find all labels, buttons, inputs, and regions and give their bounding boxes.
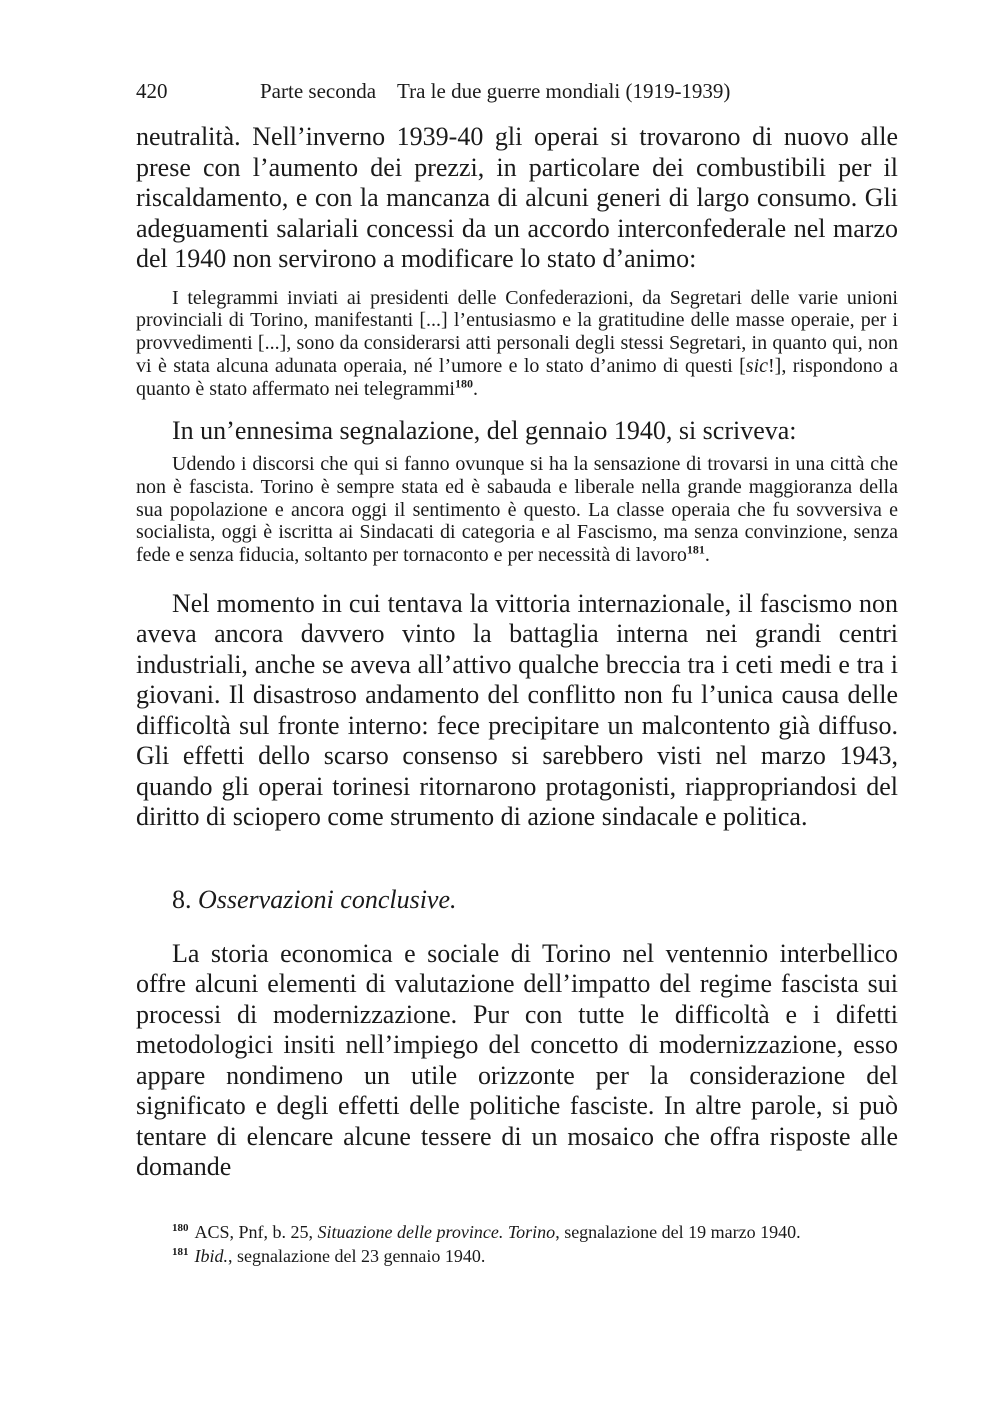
paragraph-3: Nel momento in cui tentava la vittoria internazionale, il fascismo non aveva ancora davvero vinto la battaglia interna nei grandi centri industriali, anche se aveva all’attivo qualche breccia tra i ceti medi e tra i giovani. Il disastroso andamento del conflitto non fu l’unica causa delle difficoltà sul fronte interno: fece precipitare un malcontento già diffuso. Gli effetti dello scarso consenso si sarebbero visti nel marzo 1943, quando gli operai torinesi ritornarono protagonisti, riappropriandosi del diritto di sciopero come strumento di azione sindacale e politica.: [136, 588, 898, 832]
quote-1-italic: sic: [745, 354, 769, 377]
section-number: 8.: [172, 884, 192, 914]
footnote-180: $^{180}$ ACS, Pnf, b. 25, Situazione delle province. Torino, segnalazione del 19 marzo 1940.: [172, 1222, 801, 1242]
paragraph-2: In un’ennesima segnalazione, del gennaio 1940, si scriveva:: [172, 416, 797, 446]
footnote-number: 181: [172, 1246, 189, 1258]
paragraph-4: La storia economica e sociale di Torino nel ventennio interbellico offre alcuni elementi di valutazione dell’impatto del regime fascista sui processi di modernizzazione. Pur con tutte le difficoltà e i difetti metodologici insiti nell’impiego del concetto di modernizzazione, esso appare nondimeno un utile orizzonte per la considerazione del significato e degli effetti delle politiche fasciste. In altre parole, si può tentare di elencare alcune tessere di un mosaico che offra risposte alle domande: [136, 938, 898, 1182]
running-title: Parte seconda Tra le due guerre mondiali (1919-1939): [260, 79, 731, 103]
footnote-number: 180: [172, 1222, 189, 1234]
section-heading: [136, 885, 898, 915]
section-title: Osservazioni conclusive.: [198, 884, 457, 914]
paragraph-1: neutralità. Nell’inverno 1939-40 gli operai si trovarono di nuovo alle prese con l’aumento dei prezzi, in particolare dei combustibili per il riscaldamento, e con la mancanza di alcuni generi di largo consumo. Gli adeguamenti salariali concessi da un accordo interconfederale nel marzo del 1940 non servirono a modificare lo stato d’animo:: [136, 122, 898, 273]
footnote-ref-180[interactable]: 180: [454, 376, 473, 391]
page-number: 420: [136, 79, 168, 103]
quote-2-text: Udendo i discorsi che qui si fanno ovunque si ha la sensazione di trovarsi in una città che non è fascista. Torino è sempre stata ed è sabauda e liberale nella grande maggioranza della sua popolazione e ancora oggi il sentimento è questo. La classe operaia che fu sovversiva e socialista, oggi è iscritta ai Sindacati di categoria e al Fascismo, ma senza convinzione, senza fede e senza fiducia, soltanto per tornaconto e per necessità di lavoro$^{181}$.: [136, 452, 898, 567]
footnote-ref-181[interactable]: 181: [686, 542, 705, 557]
block-quote-2: [136, 453, 898, 567]
footnotes: [172, 1220, 898, 1268]
quote-1-text: I telegrammi inviati ai presidenti delle Confederazioni, da Segretari delle varie unioni provinciali di Torino, manifestanti [...] l’entusiasmo e la gratitudine delle masse operaie, per i provvedimenti [...], sono da considerarsi atti personali degli stessi Segretari, in quanto qui, non vi è stata alcuna adunata operaia, né l’umore e lo stato d’animo di questi [sic!], rispondono a quanto è stato affermato nei telegrammi$^{180}$.: [136, 286, 898, 400]
block-quote-1: [136, 287, 898, 401]
main-text: [136, 122, 898, 1183]
footnote-181: $^{181}$ Ibid., segnalazione del 23 gennaio 1940.: [172, 1246, 486, 1266]
